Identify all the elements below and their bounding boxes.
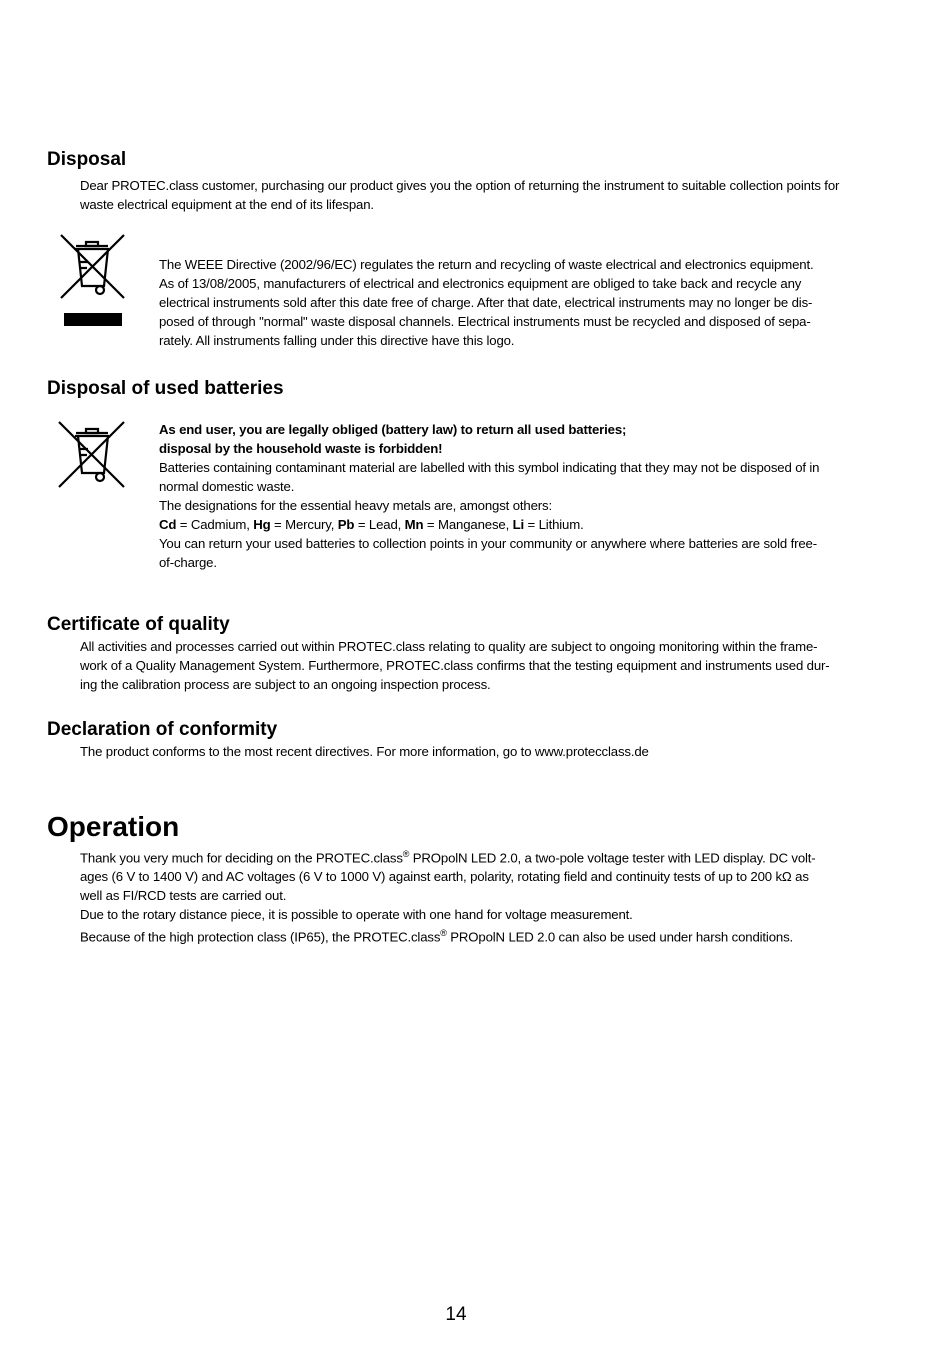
weee-line: electrical instruments sold after this date free of charge. After that date, electrical instruments may no longer be dis- [159,295,813,310]
conformity-paragraph: The product conforms to the most recent directives. For more information, go to www.protecclass.de [80,744,649,759]
battery-text-line: normal domestic waste. [159,479,295,494]
battery-text-line: You can return your used batteries to collection points in your community or anywhere where batteries are sold free- [159,536,817,551]
operation-line: Thank you very much for deciding on the PROTEC.class® PROpolN LED 2.0, a two-pole voltage tester with LED display. DC volt- [80,849,816,866]
battery-text-line: The designations for the essential heavy metals are, amongst others: [159,498,552,513]
heavy-metals-line [159,515,879,534]
disposal-heading: Disposal [47,149,127,170]
quality-line: work of a Quality Management System. Furthermore, PROTEC.class confirms that the testing equipment and instruments used dur- [80,658,830,673]
battery-text-line: of-charge. [159,555,217,570]
metal-symbol: Pb [337,517,355,532]
metal-name: = Manganese, [423,517,513,532]
crossed-out-bin-icon [56,419,126,491]
battery-text-line: Batteries containing contaminant material are labelled with this symbol indicating that they may not be disposed of in [159,460,820,475]
weee-line: posed of through "normal" waste disposal channels. Electrical instruments must be recycled and disposed of sepa- [159,314,811,329]
operation-line: Due to the rotary distance piece, it is possible to operate with one hand for voltage measurement. [80,907,633,923]
registered-mark: ® [402,849,410,859]
battery-law-line: As end user, you are legally obliged (battery law) to return all used batteries; [159,422,627,437]
weee-line: As of 13/08/2005, manufacturers of electrical and electronics equipment are obliged to take back and recycle any [159,276,802,291]
batteries-heading: Disposal of used batteries [47,378,284,399]
operation-line: Because of the high protection class (IP65), the PROTEC.class® PROpolN LED 2.0 can also be used under harsh conditions. [80,928,794,945]
metal-symbol: Cd [159,517,177,532]
metal-symbol: Li [512,517,525,532]
metal-name: = Mercury, [270,517,338,532]
operation-heading: Operation [47,811,180,842]
quality-line: All activities and processes carried out within PROTEC.class relating to quality are subject to ongoing monitoring within the frame- [80,639,818,654]
weee-line: The WEEE Directive (2002/96/EC) regulates the return and recycling of waste electrical and electronics equipment. [159,257,814,272]
conformity-heading: Declaration of conformity [47,719,278,740]
metal-symbol: Hg [253,517,271,532]
quality-paragraph [80,637,880,694]
operation-paragraph [80,845,880,947]
weee-paragraph [159,255,879,350]
operation-line: well as FI/RCD tests are carried out. [80,888,287,904]
metal-name: = Cadmium, [176,517,254,532]
metal-name: = Lithium. [524,517,584,532]
weee-line: rately. All instruments falling under this directive have this logo. [159,333,515,348]
metal-symbol: Mn [404,517,424,532]
crossed-out-wheelie-bin-icon [58,232,126,328]
quality-line: ing the calibration process are subject to an ongoing inspection process. [80,677,491,692]
page-number: 14 [445,1304,467,1325]
metal-name: = Lead, [354,517,405,532]
disposal-intro: Dear PROTEC.class customer, purchasing our product gives you the option of returning the instrument to suitable collection points for waste electrical equipment at the end of its lifespan. [80,178,840,212]
battery-forbidden-line: disposal by the household waste is forbidden! [159,441,443,456]
operation-line: ages (6 V to 1400 V) and AC voltages (6 V to 1000 V) against earth, polarity, rotating field and continuity tests of up to 200 kΩ as [80,869,809,885]
batteries-paragraph [159,420,879,572]
quality-heading: Certificate of quality [47,614,230,635]
registered-mark: ® [440,928,447,939]
